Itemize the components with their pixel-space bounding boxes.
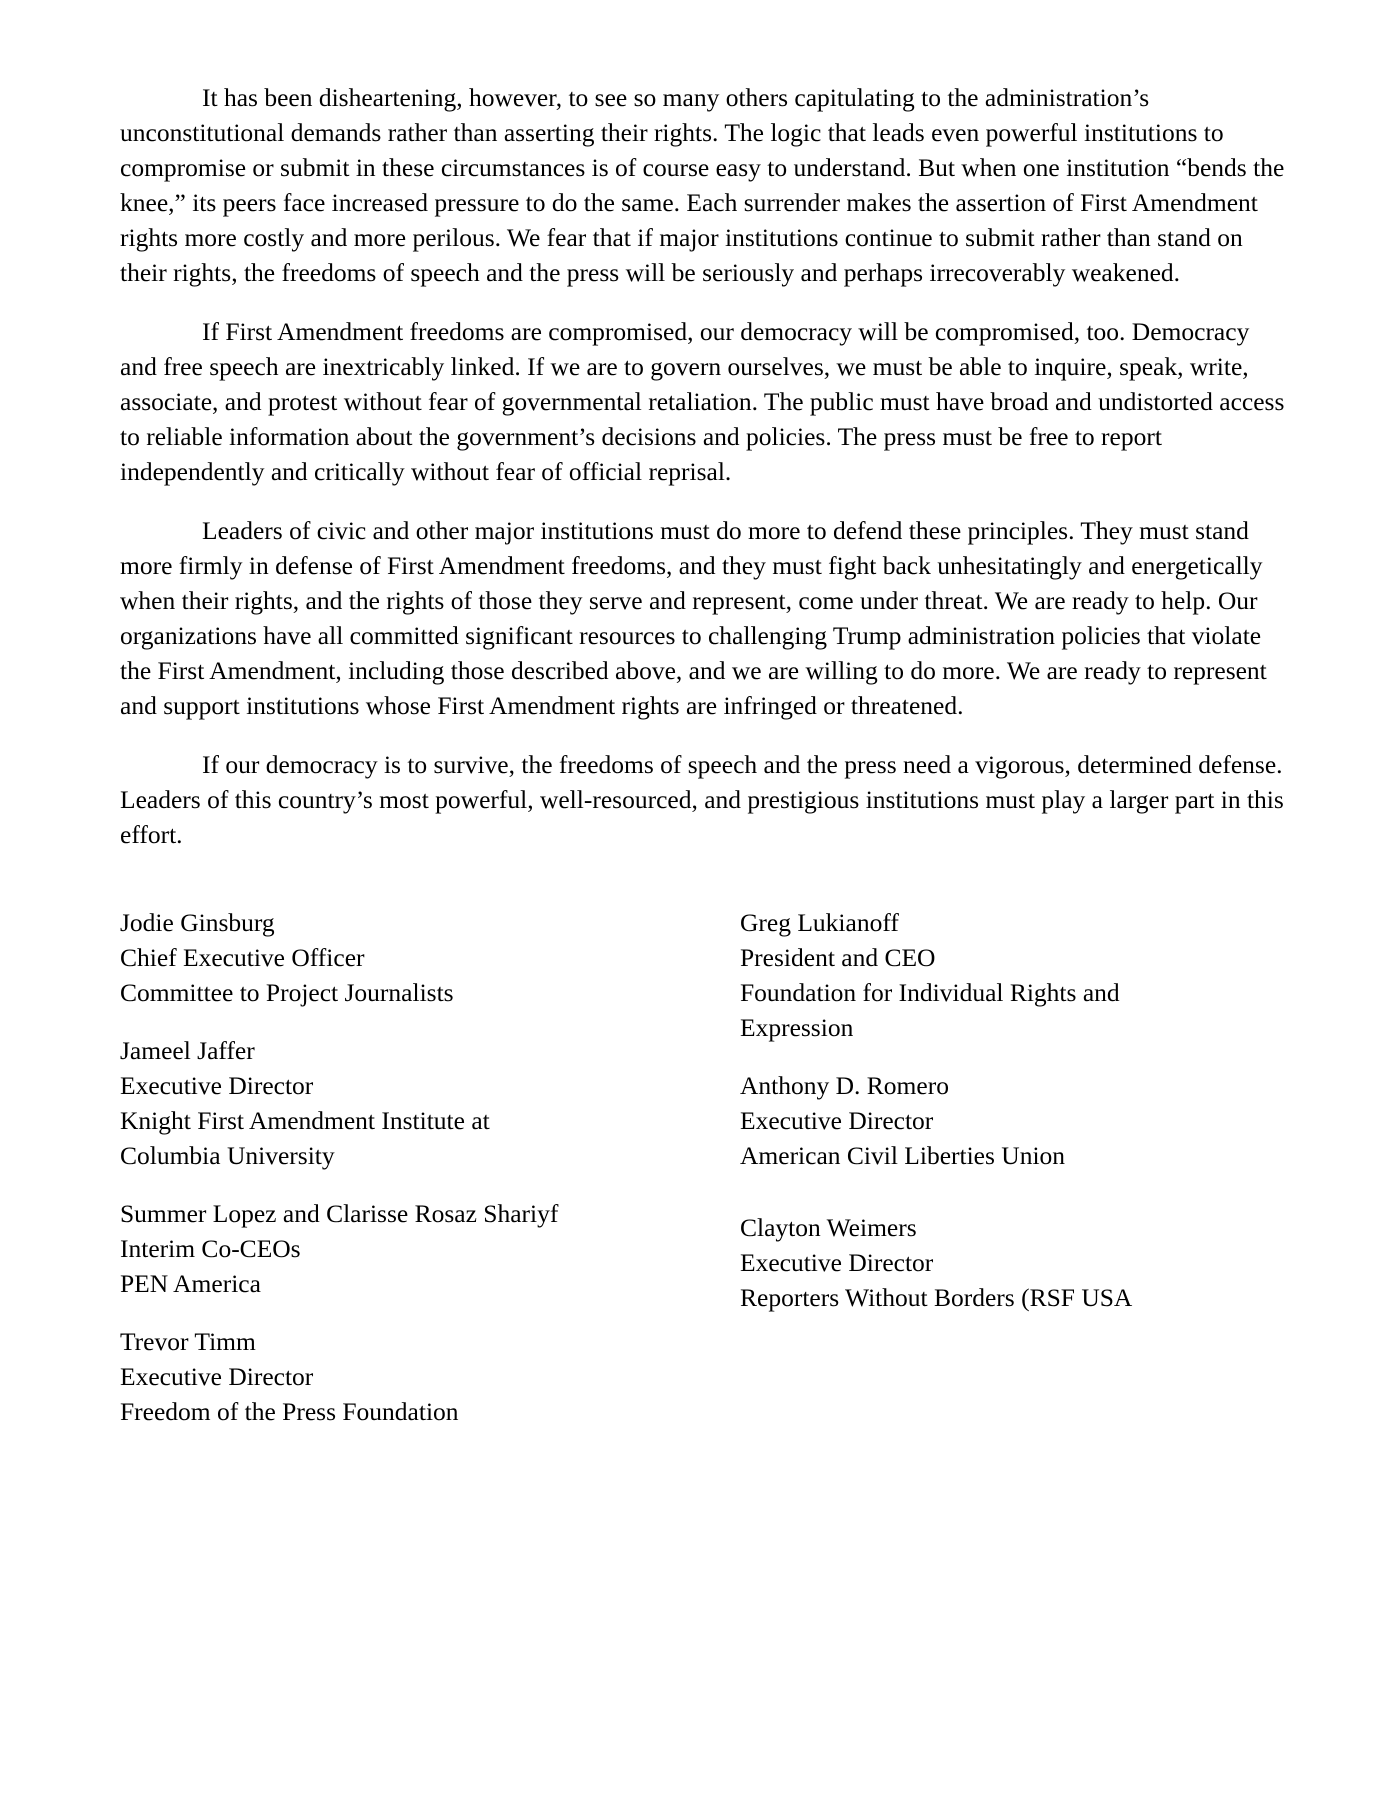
signatory-name: Summer Lopez and Clarisse Rosaz Shariyf [120, 1199, 559, 1228]
signature-column-right [740, 905, 1292, 1452]
paragraph-2: If First Amendment freedoms are compromised, our democracy will be compromised, too. Democracy and free speech are inextricably linked. If we are to govern ourselves, we must be able to inquire, speak, write, associate, and protest without fear of governmental retaliation. The public must have broad and undistorted access to reliable information about the government’s decisions and policies. The press must be free to report independently and critically without fear of official reprisal. [120, 317, 1285, 486]
paragraph-1: It has been disheartening, however, to see so many others capitulating to the administration’s unconstitutional demands rather than asserting their rights. The logic that leads even powerful institutions to compromise or submit in these circumstances is of course easy to understand. But when one institution “bends the knee,” its peers face increased pressure to do the same. Each surrender makes the assertion of First Amendment rights more costly and more perilous. We fear that if major institutions continue to submit rather than stand on their rights, the freedoms of speech and the press will be seriously and perhaps irrecoverably weakened. [120, 83, 1285, 287]
paragraph-4: If our democracy is to survive, the freedoms of speech and the press need a vigorous, determined defense. Leaders of this country’s most powerful, well-resourced, and prestigious institutions must play a larger part in this effort. [120, 750, 1284, 849]
signatory-name: Anthony D. Romero [740, 1071, 949, 1100]
signature-block-summer-lopez-clarisse-rosaz-shariyf [120, 1196, 740, 1301]
signatory-title: Executive Director [120, 1362, 314, 1391]
letter-body [120, 80, 1292, 852]
signature-section [120, 905, 1292, 1452]
signature-block-jameel-jaffer [120, 1033, 740, 1173]
signature-block-trevor-timm [120, 1324, 740, 1429]
paragraph-3: Leaders of civic and other major institutions must do more to defend these principles. They must stand more firmly in defense of First Amendment freedoms, and they must fight back unhesitatingly and energetically when their rights, and the rights of those they serve and represent, come under threat. We are ready to help. Our organizations have all committed significant resources to challenging Trump administration policies that violate the First Amendment, including those described above, and we are willing to do more. We are ready to represent and support institutions whose First Amendment rights are infringed or threatened. [120, 516, 1267, 720]
signatory-name: Greg Lukianoff [740, 908, 899, 937]
signature-block-jodie-ginsburg [120, 905, 740, 1010]
signatory-title: Executive Director [740, 1106, 934, 1135]
signature-block-clayton-weimers [740, 1210, 1292, 1315]
signatory-title: Interim Co-CEOs [120, 1234, 301, 1263]
signatory-name: Trevor Timm [120, 1327, 256, 1356]
signature-block-greg-lukianoff [740, 905, 1292, 1045]
signatory-title: Chief Executive Officer [120, 943, 365, 972]
signatory-organization: Committee to Project Journalists [120, 978, 454, 1007]
signatory-organization-cont: Expression [740, 1013, 854, 1042]
signatory-organization: American Civil Liberties Union [740, 1141, 1066, 1170]
signatory-name: Clayton Weimers [740, 1213, 917, 1242]
signature-block-anthony-d-romero [740, 1068, 1292, 1173]
signatory-organization: Freedom of the Press Foundation [120, 1397, 459, 1426]
signatory-organization-cont: Columbia University [120, 1141, 335, 1170]
signatory-title: Executive Director [740, 1248, 934, 1277]
signatory-title: President and CEO [740, 943, 936, 972]
signatory-organization: Foundation for Individual Rights and [740, 978, 1120, 1007]
signatory-name: Jodie Ginsburg [120, 908, 275, 937]
signatory-organization: PEN America [120, 1269, 261, 1298]
signatory-organization: Reporters Without Borders (RSF USA [740, 1283, 1133, 1312]
signatory-title: Executive Director [120, 1071, 314, 1100]
signatory-name: Jameel Jaffer [120, 1036, 255, 1065]
signatory-organization: Knight First Amendment Institute at [120, 1106, 490, 1135]
signature-column-left [120, 905, 740, 1452]
